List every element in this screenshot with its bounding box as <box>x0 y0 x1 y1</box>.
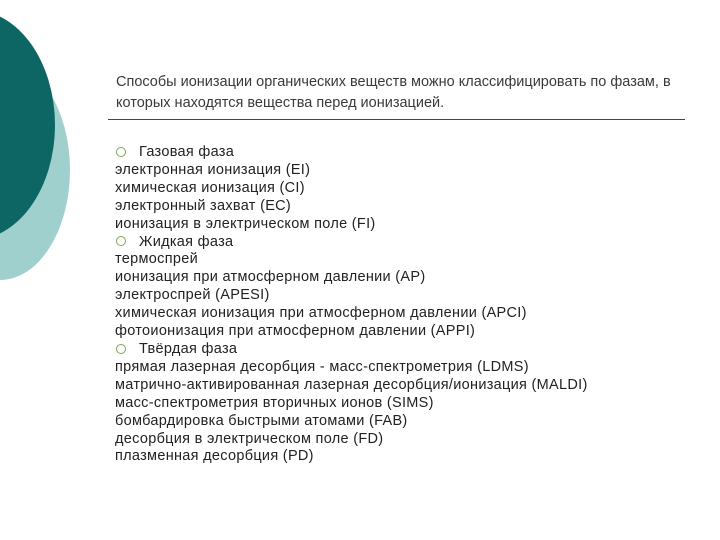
circle-bullet-icon <box>116 236 126 246</box>
list-item <box>115 448 588 466</box>
title-divider <box>108 119 685 120</box>
list-item-text: электроспрей (APESI) <box>115 287 270 304</box>
phase-heading <box>115 144 588 162</box>
list-item <box>115 431 588 449</box>
phase-heading <box>115 234 588 252</box>
list-item-text: Газовая фаза <box>139 144 235 160</box>
list-item-text: матрично-активированная лазерная десорбция/ионизация (MALDI) <box>115 376 588 393</box>
ionization-methods-list <box>115 144 588 466</box>
list-item <box>115 305 588 323</box>
list-item-text: бомбардировка быстрыми атомами (FAB) <box>115 412 408 429</box>
list-item <box>115 251 588 269</box>
list-item-text: ионизация при атмосферном давлении (AP) <box>115 269 426 286</box>
circle-bullet-icon <box>116 147 126 157</box>
slide-title: Способы ионизации органических веществ можно классифицировать по фазам, в которых находятся вещества перед ионизацией. <box>116 74 671 111</box>
list-item <box>115 269 588 287</box>
list-item <box>115 198 588 216</box>
list-item <box>115 377 588 395</box>
list-item-text: Твёрдая фаза <box>139 340 238 357</box>
circle-bullet-icon <box>116 344 126 354</box>
list-item-text: десорбция в электрическом поле (FD) <box>115 430 384 447</box>
list-item <box>115 216 588 234</box>
list-item <box>115 162 588 180</box>
list-item-text: химическая ионизация (CI) <box>115 179 305 196</box>
list-item-text: масс-спектрометрия вторичных ионов (SIMS) <box>115 394 434 411</box>
list-item-text: электронная ионизация (EI) <box>115 161 311 178</box>
list-item <box>115 413 588 431</box>
phase-heading <box>115 341 588 359</box>
list-item <box>115 180 588 198</box>
list-item <box>115 287 588 305</box>
list-item-text: ионизация в электрическом поле (FI) <box>115 215 376 232</box>
list-item-text: фотоионизация при атмосферном давлении (APPI) <box>115 323 476 340</box>
list-item <box>115 359 588 377</box>
list-item-text: плазменная десорбция (PD) <box>115 448 314 465</box>
list-item-text: электронный захват (EC) <box>115 197 292 214</box>
list-item <box>115 395 588 413</box>
list-item-text: термоспрей <box>115 251 198 268</box>
list-item-text: прямая лазерная десорбция - масс-спектрометрия (LDMS) <box>115 358 529 375</box>
list-item <box>115 323 588 341</box>
list-item-text: Жидкая фаза <box>139 233 234 250</box>
list-item-text: химическая ионизация при атмосферном давлении (APCI) <box>115 305 527 322</box>
